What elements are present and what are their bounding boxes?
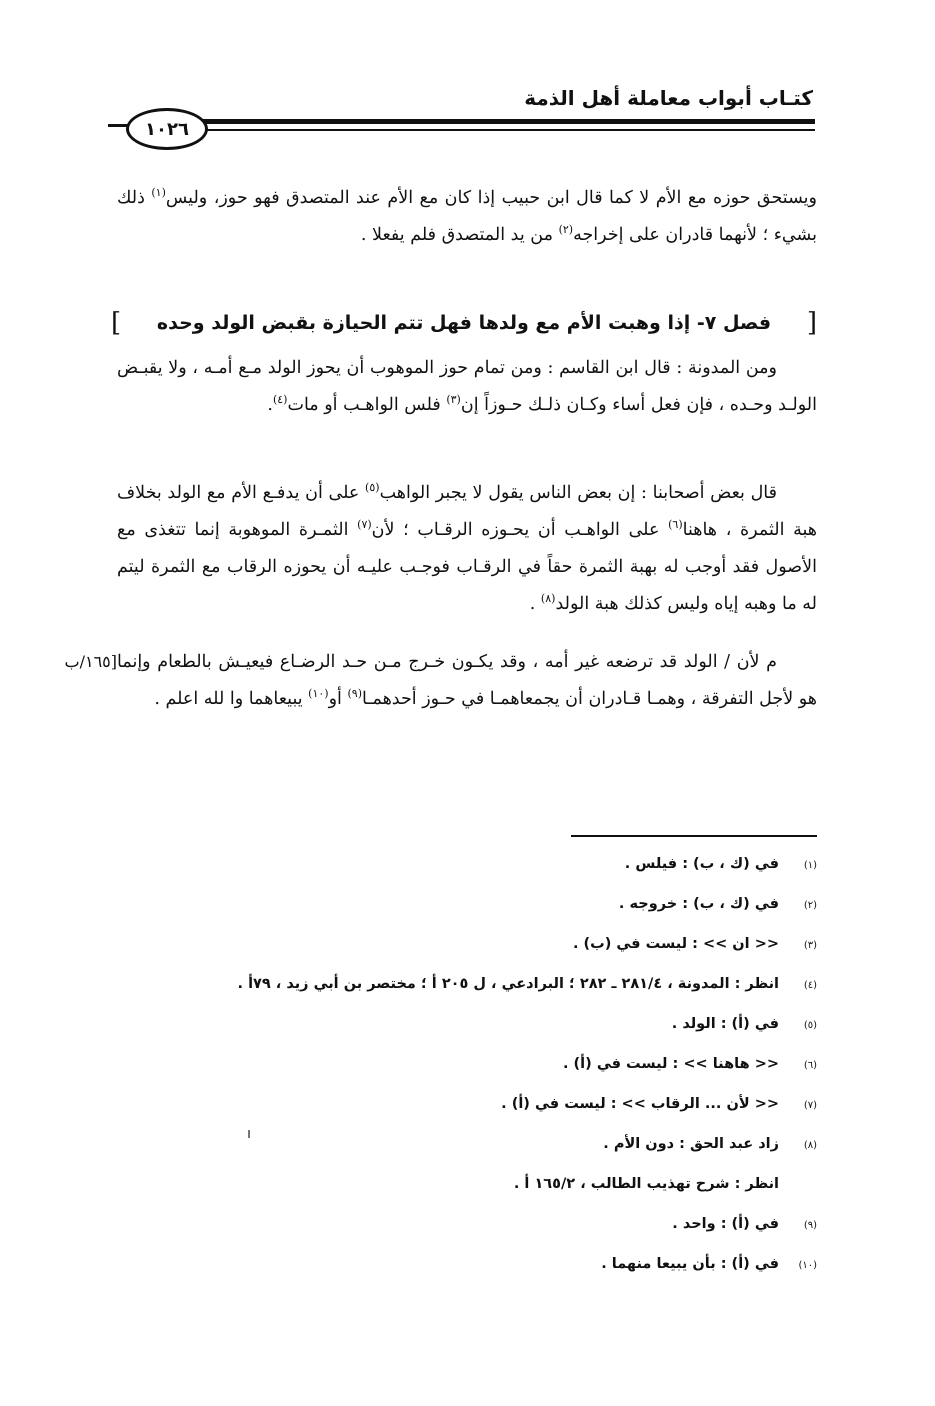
footnote-item [117,1056,817,1096]
footnote-text: في (أ) : واحد . [672,1216,779,1232]
paragraph-1 [117,350,817,424]
para1-text-a: ومن المدونة : قال ابن القاسم : ومن تمام حوز الموهوب أن يحوز الولد مـع أمـه ، ولا يقبـض الولـد وحـده ، فإن فعل أساء وكـان ذلـك حـوزاً إن [117,358,817,415]
para1-text-b: فلس الواهـب أو مات [287,395,447,415]
footnote-text: في (أ) : بأن يبيعا منهما . [601,1256,779,1272]
section-close-bracket: ] [111,308,122,338]
footnote-text: في (ك ، ب) : فيلس . [624,856,779,872]
footnote-item [117,856,817,896]
footnote-item [117,1216,817,1256]
footnote-item [117,976,817,1016]
footnote-item [117,1256,817,1296]
footnote-number: (٣) [803,940,817,951]
footnote-item [117,1096,817,1136]
footnote-ref-1: (١) [151,186,166,200]
intro-paragraph [117,180,817,254]
section-open-bracket: [ [806,308,817,338]
intro-line2-b: ذلك بشيء ؛ لأنهما قادران على إخراجه [117,188,817,245]
footnote-text: << ان >> : ليست في (ب) . [572,936,779,952]
footnote-number: (٩) [803,1220,817,1231]
footnote-continuation [117,1176,817,1216]
footnote-item [117,896,817,936]
footnote-item [117,1136,817,1176]
running-title: كتـاب أبواب معاملة أهل الذمة [524,86,813,110]
footnote-text: انظر : المدونة ، ٢٨١/٤ ـ ٢٨٢ ؛ البرادعي ، ل ٢٠٥ أ ؛ مختصر بن أبي زيد ، ٧٩أ . [237,976,779,992]
para3-text-c: يبيعاهما وا لله اعلم . [154,689,309,709]
header-rule-thin [190,129,815,131]
footnote-ref-8: (٨) [540,592,556,606]
para2-text-a: قال بعض أصحابنا : إن بعض الناس يقول لا يجبر الواهب [379,483,777,503]
para3-text-b: أو [328,689,348,709]
paragraph-2 [117,475,817,623]
footnote-text: في (أ) : الولد . [671,1016,779,1032]
para1-text-c: . [267,395,273,415]
footnote-ref-5: (٥) [365,481,380,495]
para2-text-c: على الواهـب أن يحـوزه الرقـاب ؛ لأن [371,520,669,540]
footnote-text: << لأن ... الرقاب >> : ليست في (أ) . [501,1096,779,1112]
margin-folio-note: [١٦٥/ب [64,652,117,671]
footnote-ref-3: (٣) [446,393,461,407]
para2-text-e: . [529,594,541,614]
footnote-text: في (ك ، ب) : خروجه . [618,896,779,912]
footnote-number: (١) [803,860,817,871]
footnote-ref-4: (٤) [272,393,288,407]
footnote-number: (١٠) [798,1260,817,1271]
header-rule-thick [190,119,815,124]
footnote-number: (٧) [803,1100,817,1111]
footnotes-list [117,856,817,1296]
section-heading [111,308,817,338]
page-number: ١٠٢٦ [126,108,208,150]
paragraph-3 [117,644,817,718]
footnote-text: انظر : شرح تهذيب الطالب ، ١٦٥/٢ أ . [513,1176,779,1192]
footnote-text: << هاهنا >> : ليست في (أ) . [562,1056,779,1072]
para3-text-a: م لأن / الولد قد ترضعه غير أمه ، وقد يكـون خـرج مـن حـد الرضـاع فيعيـش بالطعام وإنما هو لأجل التفرقة ، وهمـا قـادران أن يجمعاهمـا في حـوز أحدهمـا [117,652,817,709]
footnote-ref-2: (٢) [558,223,574,237]
intro-line2-a: وليس [165,188,208,208]
footnote-item [117,1016,817,1056]
footnote-ref-7: (٧) [357,518,372,532]
para2-text-b: على أن يدفـع الأم مع الولد بخلاف هبة الثمرة ، هاهنا [117,483,818,540]
footnote-number: (٥) [803,1020,817,1031]
footnote-ref-6: (٦) [668,518,683,532]
intro-line1: ويستحق حوزه مع الأم لا كما قال ابن حبيب إذا كان مع الأم عند المتصدق فهو حوز، [213,188,818,208]
intro-line2-c: من يد المتصدق فلم يفعلا . [360,225,559,245]
footnote-separator [571,835,817,837]
footnote-ref-9: (٩) [347,687,362,701]
footnote-ref-10: (١٠) [308,687,329,701]
scan-speck [248,1130,250,1138]
section-title: فصل ٧- إذا وهبت الأم مع ولدها فهل تتم الحيازة بقبض الولد وحده [156,312,772,334]
footnote-text: زاد عبد الحق : دون الأم . [603,1136,779,1152]
footnote-number: (٦) [803,1060,817,1071]
footnote-number: (٨) [803,1140,817,1151]
para2-text-d: الثمـرة الموهوبة إنما تتغذى مع الأصول فقد أوجب له بهبة الثمرة حقاً في الرقـاب فوجـب عليـه أن يحوزه الرقاب مع الثمرة ليتم له ما وهبه إياه وليس كذلك هبة الولد [117,520,817,614]
footnote-item [117,936,817,976]
footnote-number: (٤) [803,980,817,991]
footnote-number: (٢) [803,900,817,911]
